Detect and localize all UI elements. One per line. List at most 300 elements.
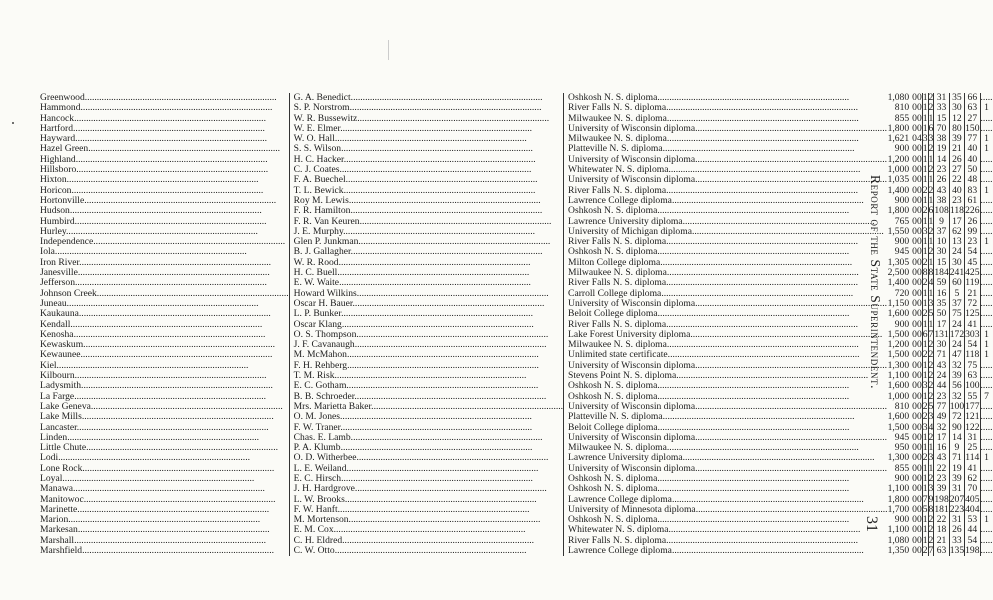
dot-leader: ................................................................................ <box>661 287 854 299</box>
count-cell: 24 <box>949 340 964 350</box>
salary-cents-cell: 00 <box>912 431 922 443</box>
count-cell: 1 <box>922 287 928 299</box>
dot-leader: ................................................................................ <box>342 534 535 546</box>
count-cell: 60 <box>949 278 964 288</box>
teacher-name-cell: E. M. Cox................................................................................ <box>289 525 563 535</box>
dot-leader: ................................................................................ <box>75 133 268 145</box>
salary-cents-cell: 00 <box>912 122 922 134</box>
certificate-cell: River Falls N. S. diploma................................................................................ <box>564 103 888 113</box>
count-cell: 223 <box>949 503 965 515</box>
town-cell: Kilbourn................................................................................ <box>40 370 267 382</box>
town-cell: Marion................................................................................ <box>40 514 261 526</box>
count-cell: 77 <box>934 402 949 412</box>
certificate-cell: Platteville N. S. diploma................................................................................ <box>564 412 888 422</box>
certificate-cell: Milwaukee N. S. diploma................................................................................ <box>564 114 888 124</box>
town-cell: Lake Geneva................................................................................ <box>40 400 283 412</box>
count-cell: 1 <box>922 462 928 474</box>
count-cell: 14 <box>949 433 964 443</box>
count-cell: 1 <box>922 297 928 309</box>
dot-leader: ................................................................................ <box>340 442 533 454</box>
dot-leader: ................................................................................ <box>81 380 273 392</box>
certificate-cell: University of Minnesota diploma................................................................................ <box>564 505 888 515</box>
count-cell: 1 <box>928 194 934 206</box>
salary-cents-cell: 00 <box>912 503 922 515</box>
dot-leader: ................................................................................ <box>334 133 527 145</box>
count-cell: 1 <box>928 215 934 227</box>
count-cell: 37 <box>949 299 964 309</box>
town-cell: Ladysmith................................................................................ <box>40 380 273 392</box>
dot-leader: ................................................................................ <box>657 205 850 217</box>
town-cell: Humbird................................................................................ <box>40 215 267 227</box>
count-cell: 1 <box>922 215 928 227</box>
dot-leader: ................................................................................ <box>354 483 547 495</box>
count-cell: 31 <box>965 433 980 443</box>
salary-cell: 1,600 <box>887 308 910 320</box>
salary-cents-cell: 00 <box>912 112 922 124</box>
certificate-cell: Whitewater N. S. diploma................................................................................ <box>564 165 888 175</box>
count-cell: 13 <box>949 237 964 247</box>
count-cell: 26 <box>949 525 964 535</box>
count-cell: 181 <box>934 503 949 515</box>
count-cell: 72 <box>965 299 980 309</box>
dot-leader: ................................................................................ <box>341 318 534 330</box>
count-cell: 2 <box>928 246 934 258</box>
town-cell: Hayward................................................................................ <box>40 133 268 145</box>
count-cell: 31 <box>949 484 964 494</box>
count-cell: 33 <box>949 536 964 546</box>
count-cell: 131 <box>934 328 949 340</box>
town-cell: Hurley................................................................................ <box>40 225 258 237</box>
dot-leader: ................................................................................ <box>666 102 858 114</box>
count-cell: ..... <box>980 370 993 382</box>
dot-leader: ................................................................................ <box>340 421 533 433</box>
count-cell: 3 <box>928 411 934 423</box>
certificate-cell: University of Wisconsin diploma................................................................................ <box>564 402 888 412</box>
count-cell: 2 <box>928 534 934 546</box>
dot-leader: ................................................................................ <box>337 267 530 279</box>
dot-leader: ................................................................................ <box>341 308 533 320</box>
salary-cell: 1,200 <box>887 339 910 351</box>
salary-cents-cell: 00 <box>912 328 922 340</box>
dot-leader: ................................................................................ <box>682 215 875 227</box>
dot-leader: ................................................................................ <box>66 225 258 237</box>
salary-cell: 1,035 <box>887 174 910 186</box>
count-cell: 30 <box>934 247 949 257</box>
salary-cell: 2,500 <box>887 267 910 279</box>
count-cell: 122 <box>965 421 980 433</box>
teacher-name-cell: L. E. Weiland................................................................................ <box>289 464 563 474</box>
teacher-name-cell: H. C. Hacker................................................................................ <box>289 155 563 165</box>
dot-leader: ................................................................................ <box>695 153 887 165</box>
salary-cents-cell: 00 <box>912 421 922 433</box>
dot-leader: ................................................................................ <box>348 514 541 526</box>
dot-leader: ................................................................................ <box>354 339 547 351</box>
count-cell: 5 <box>928 400 934 412</box>
count-cell: ..... <box>980 400 993 412</box>
teacher-name-cell: E. W. Waite................................................................................ <box>289 278 563 288</box>
salary-cell: 1,300 <box>887 452 910 464</box>
dot-leader: ................................................................................ <box>667 349 860 361</box>
count-cell: ..... <box>980 153 993 165</box>
count-cell: 1 <box>922 164 928 176</box>
certificate-cell: Platteville N. S. diploma................................................................................ <box>564 144 888 154</box>
count-cell: 2 <box>928 184 934 196</box>
count-cell: 41 <box>965 320 980 330</box>
count-cell: 2 <box>922 256 928 268</box>
dot-leader: ................................................................................ <box>358 236 551 248</box>
count-cell: 121 <box>965 411 980 423</box>
teacher-name-cell: W. R. Rood................................................................................ <box>289 258 563 268</box>
count-cell: 23 <box>934 392 949 402</box>
count-cell: 21 <box>949 144 964 154</box>
salary-cell: 1,100 <box>887 370 910 382</box>
certificate-cell: Milwaukee N. S. diploma................................................................................ <box>564 134 888 144</box>
salary-cents-cell: 00 <box>912 267 922 279</box>
count-cell: 24 <box>934 371 949 381</box>
count-cell: 1 <box>922 390 928 402</box>
town-cell: Janesville................................................................................ <box>40 267 270 279</box>
dot-leader: ................................................................................ <box>80 349 273 361</box>
dot-leader: ................................................................................ <box>695 431 887 443</box>
count-cell: 48 <box>965 175 980 185</box>
dot-leader: ................................................................................ <box>682 452 875 464</box>
salary-cell: 1,800 <box>887 122 910 134</box>
salary-cell: 1,550 <box>887 225 910 237</box>
salary-cell: 1,500 <box>887 328 910 340</box>
count-cell: 2 <box>928 92 934 103</box>
teacher-name-cell: H. C. Buell................................................................................ <box>289 268 563 278</box>
certificate-cell: Oshkosh N. S. diploma................................................................................ <box>564 247 888 257</box>
count-cell: 1 <box>980 134 993 144</box>
salary-cents-cell: 00 <box>912 194 922 206</box>
salary-cell: 1,500 <box>887 349 910 361</box>
count-cell: 39 <box>949 371 964 381</box>
salary-cents-cell: 00 <box>912 277 922 289</box>
certificate-cell: Unlimited state certificate................................................................................ <box>564 350 888 360</box>
salary-cents-cell: 00 <box>912 380 922 392</box>
dot-leader: ................................................................................ <box>668 524 861 536</box>
dot-leader: ................................................................................ <box>74 215 267 227</box>
teacher-name-cell: O. S. Thompson................................................................................ <box>289 330 563 340</box>
town-cell: Manitowoc................................................................................ <box>40 493 276 505</box>
teacher-name-cell: T. M. Risk................................................................................ <box>289 371 563 381</box>
teacher-name-cell: W. O. Hall................................................................................ <box>289 134 563 144</box>
salary-cell: 1,300 <box>887 359 910 371</box>
dot-leader: ................................................................................ <box>77 503 270 515</box>
count-cell: 37 <box>934 227 949 237</box>
salary-cents-cell: 00 <box>912 246 922 258</box>
count-cell: 40 <box>965 144 980 154</box>
count-cell: 49 <box>934 412 949 422</box>
count-cell: 1 <box>980 103 993 113</box>
dot-leader: ................................................................................ <box>356 452 549 464</box>
count-cell: 2 <box>922 400 928 412</box>
count-cell: 56 <box>949 381 964 391</box>
dot-leader: ................................................................................ <box>666 133 859 145</box>
count-cell: 22 <box>934 464 949 474</box>
count-cell: 1 <box>922 143 928 155</box>
dot-leader: ................................................................................ <box>339 277 531 289</box>
count-cell: 2 <box>928 472 934 484</box>
salary-cell: 900 <box>894 514 910 526</box>
count-cell: 2 <box>922 545 928 557</box>
count-cell: 1 <box>922 431 928 443</box>
teacher-name-cell: Glen P. Junkman................................................................................ <box>289 237 563 247</box>
count-cell: 45 <box>965 258 980 268</box>
teacher-name-cell: J. F. Cavanaugh................................................................................ <box>289 340 563 350</box>
certificate-cell: University of Wisconsin diploma................................................................................ <box>564 361 888 371</box>
dot-leader: ................................................................................ <box>356 287 549 299</box>
count-cell: 32 <box>949 392 964 402</box>
count-cell: 32 <box>934 423 949 433</box>
salary-cell: 810 <box>894 400 910 412</box>
count-cell: 3 <box>928 452 934 464</box>
salary-cell: 1,600 <box>887 380 910 392</box>
count-cell: 8 <box>922 267 928 279</box>
dot-leader: ................................................................................ <box>93 236 286 248</box>
salary-cents-cell: 00 <box>912 184 922 196</box>
dot-leader: ................................................................................ <box>349 102 542 114</box>
count-cell: 44 <box>934 381 949 391</box>
town-cell: Loyal................................................................................ <box>40 472 255 484</box>
count-cell: 3 <box>928 297 934 309</box>
salary-cell: 1,700 <box>887 503 910 515</box>
count-cell: ..... <box>980 246 993 258</box>
count-cell: 1 <box>980 515 993 525</box>
dot-leader: ................................................................................ <box>666 267 859 279</box>
count-cell: 1 <box>922 514 928 526</box>
certificate-cell: Milton College diploma................................................................................ <box>564 258 888 268</box>
count-cell: 26 <box>949 155 964 165</box>
certificate-cell: University of Wisconsin diploma................................................................................ <box>564 299 888 309</box>
certificate-cell: River Falls N. S. diploma................................................................................ <box>564 536 888 546</box>
count-cell: 47 <box>949 350 964 360</box>
town-cell: Lone Rock................................................................................ <box>40 462 275 474</box>
count-cell: ..... <box>980 205 993 217</box>
count-cell: 54 <box>965 247 980 257</box>
town-cell: Manawa................................................................................ <box>40 483 265 495</box>
count-cell: 21 <box>965 289 980 299</box>
count-cell: 207 <box>949 493 965 505</box>
count-cell: 100 <box>965 380 980 392</box>
teacher-name-cell: L. W. Brooks................................................................................ <box>289 495 563 505</box>
dot-leader: ................................................................................ <box>666 112 859 124</box>
salary-cell: 900 <box>894 194 910 206</box>
teacher-name-cell: F. W. Hanft................................................................................ <box>289 505 563 515</box>
salary-cell: 1,100 <box>887 524 910 536</box>
certificate-cell: Beloit College diploma................................................................................ <box>564 423 888 433</box>
salary-cell: 720 <box>894 287 910 299</box>
teacher-name-cell: Oscar H. Bauer................................................................................ <box>289 299 563 309</box>
dot-leader: ................................................................................ <box>695 503 888 515</box>
count-cell: ..... <box>980 503 993 515</box>
teacher-name-cell: O. D. Witherbee................................................................................ <box>289 453 563 463</box>
count-cell: 3 <box>922 225 928 237</box>
count-cell: ..... <box>980 380 993 392</box>
salary-cell: 765 <box>894 215 910 227</box>
dot-leader: ................................................................................ <box>66 174 259 186</box>
dot-leader: ................................................................................ <box>657 92 850 103</box>
count-cell: 27 <box>949 165 964 175</box>
count-cell: 100 <box>949 400 965 412</box>
salary-cents-cell: 00 <box>912 339 922 351</box>
count-cell: 77 <box>965 134 980 144</box>
count-cell: 2 <box>928 349 934 361</box>
certificate-cell: Oshkosh N. S. diploma................................................................................ <box>564 484 888 494</box>
count-cell: 2 <box>922 452 928 464</box>
town-cell: Iola................................................................................ <box>40 246 247 258</box>
salary-cell: 1,080 <box>887 92 910 103</box>
teacher-name-cell: P. A. Klumb................................................................................ <box>289 443 563 453</box>
certificate-cell: Beloit College diploma................................................................................ <box>564 309 888 319</box>
count-cell: 90 <box>949 423 964 433</box>
salary-cents-cell: 00 <box>912 215 922 227</box>
count-cell: 6 <box>922 328 928 340</box>
dot-leader: ................................................................................ <box>657 390 850 402</box>
dot-leader: ................................................................................ <box>371 400 564 412</box>
salary-cell: 945 <box>894 246 910 258</box>
count-cell: 30 <box>949 103 964 113</box>
count-cell: 2 <box>928 339 934 351</box>
count-cell: 80 <box>949 124 964 134</box>
count-cell: 24 <box>949 247 964 257</box>
schools-table-body <box>40 93 993 556</box>
count-cell: 1 <box>928 442 934 454</box>
count-cell: 43 <box>934 453 949 463</box>
count-cell: ..... <box>980 483 993 495</box>
dot-leader: ................................................................................ <box>657 472 850 484</box>
count-cell: 19 <box>949 464 964 474</box>
count-cell: 35 <box>949 93 964 103</box>
town-cell: Hazel Green................................................................................ <box>40 143 281 155</box>
dot-leader: ................................................................................ <box>84 194 277 206</box>
count-cell: 125 <box>965 308 980 320</box>
count-cell: 6 <box>928 122 934 134</box>
count-cell: 7 <box>928 328 934 340</box>
count-cell: 119 <box>965 277 980 289</box>
dot-leader: ................................................................................ <box>346 349 539 361</box>
count-cell: 2 <box>922 205 928 217</box>
dot-leader: ................................................................................ <box>671 545 864 557</box>
dot-leader: ................................................................................ <box>78 308 271 320</box>
count-cell: 72 <box>949 412 964 422</box>
count-cell: 1 <box>980 340 993 350</box>
salary-cell: 1,000 <box>887 164 910 176</box>
salary-cell: 1,800 <box>887 493 910 505</box>
count-cell: 23 <box>965 237 980 247</box>
town-cell: Marshfield................................................................................ <box>40 545 274 557</box>
count-cell: 404 <box>965 503 980 515</box>
count-cell: 1 <box>922 194 928 206</box>
town-cell: Kenosha................................................................................ <box>40 328 266 340</box>
count-cell: ..... <box>980 215 993 227</box>
teacher-name-cell: J. E. Murphy................................................................................ <box>289 227 563 237</box>
count-cell: 38 <box>934 196 949 206</box>
count-cell: 1 <box>922 442 928 454</box>
dot-leader: ................................................................................ <box>676 370 869 382</box>
count-cell: 1 <box>928 462 934 474</box>
count-cell: 43 <box>934 186 949 196</box>
town-cell: Hudson................................................................................ <box>40 205 262 217</box>
salary-cell: 1,350 <box>887 545 910 557</box>
teacher-name-cell: F. W. Traner................................................................................ <box>289 423 563 433</box>
certificate-cell: Lake Forest University diploma................................................................................ <box>564 330 888 340</box>
salary-cell: 1,400 <box>887 277 910 289</box>
town-cell: Hammond................................................................................ <box>40 102 273 114</box>
count-cell: 2 <box>928 143 934 155</box>
count-cell: 3 <box>928 483 934 495</box>
teacher-name-cell: L. P. Bunker................................................................................ <box>289 309 563 319</box>
count-cell: 3 <box>922 421 928 433</box>
count-cell: 23 <box>949 196 964 206</box>
count-cell: ..... <box>980 267 993 279</box>
count-cell: 1 <box>922 236 928 248</box>
count-cell: 1 <box>928 318 934 330</box>
count-cell: 23 <box>934 165 949 175</box>
count-cell: 41 <box>965 464 980 474</box>
count-cell: 2 <box>928 390 934 402</box>
count-cell: 70 <box>965 484 980 494</box>
count-cell: ..... <box>980 411 993 423</box>
dot-leader: ................................................................................ <box>84 92 277 103</box>
certificate-cell: Whitewater N. S. diploma................................................................................ <box>564 525 888 535</box>
teacher-name-cell: Howard Wilkins................................................................................ <box>289 289 563 299</box>
teacher-name-cell: O. M. Jones................................................................................ <box>289 412 563 422</box>
teacher-name-cell: C. W. Otto................................................................................ <box>289 546 563 556</box>
running-head: Report of the State Superintendent. <box>868 175 883 390</box>
salary-cents-cell: 00 <box>912 318 922 330</box>
count-cell: ..... <box>980 318 993 330</box>
salary-cents-cell: 00 <box>912 483 922 495</box>
town-cell: Kiel................................................................................ <box>40 359 249 371</box>
certificate-cell: Oshkosh N. S. diploma................................................................................ <box>564 93 888 103</box>
certificate-cell: Milwaukee N. S. diploma................................................................................ <box>564 443 888 453</box>
count-cell: 54 <box>965 340 980 350</box>
teacher-name-cell: C. H. Eldred................................................................................ <box>289 536 563 546</box>
town-cell: Hillsboro................................................................................ <box>40 164 269 176</box>
dot-leader: ................................................................................ <box>73 328 266 340</box>
dot-leader: ................................................................................ <box>340 411 532 423</box>
certificate-cell: Oshkosh N. S. diploma................................................................................ <box>564 206 888 216</box>
count-cell: 17 <box>934 433 949 443</box>
salary-cents-cell: 00 <box>912 472 922 484</box>
salary-cents-cell: 00 <box>912 462 922 474</box>
count-cell: 1 <box>928 174 934 186</box>
count-cell: ..... <box>980 545 993 557</box>
dot-leader: ................................................................................ <box>346 380 539 392</box>
count-cell: ..... <box>980 225 993 237</box>
count-cell: 39 <box>934 484 949 494</box>
count-cell: 22 <box>934 515 949 525</box>
count-cell: 172 <box>949 328 965 340</box>
town-cell: Marinette................................................................................ <box>40 503 270 515</box>
salary-cell: 900 <box>894 236 910 248</box>
count-cell: 1 <box>928 287 934 299</box>
count-cell: ..... <box>980 472 993 484</box>
salary-cents-cell: 00 <box>912 442 922 454</box>
salary-cents-cell: 00 <box>912 287 922 299</box>
count-cell: ..... <box>980 194 993 206</box>
dot-leader: ................................................................................ <box>341 143 533 155</box>
count-cell: 62 <box>949 227 964 237</box>
salary-cell: 1,000 <box>887 390 910 402</box>
count-cell: 1 <box>980 330 993 340</box>
dot-leader: ................................................................................ <box>73 122 265 134</box>
dot-leader: ................................................................................ <box>359 215 552 227</box>
count-cell: 14 <box>934 155 949 165</box>
salary-cents-cell: 00 <box>912 236 922 248</box>
town-cell: La Farge................................................................................ <box>40 390 267 402</box>
